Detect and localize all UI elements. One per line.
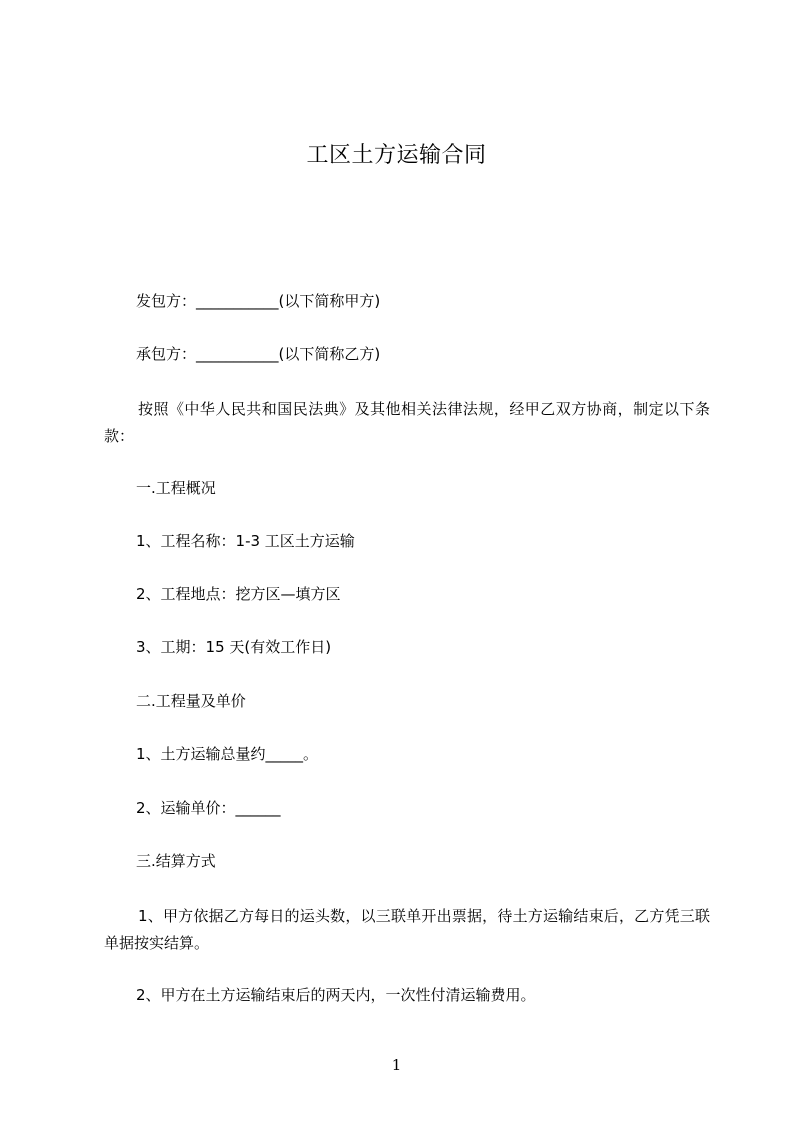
document-title: 工区土方运输合同 [306,143,487,168]
section-3-heading: 三.结算方式 [136,852,216,870]
section-2-item-1: 1、土方运输总量约_____。 [136,745,319,763]
page-number: 1 [391,1056,402,1074]
section-1-item-2: 2、工程地点：挖方区—填方区 [136,585,341,603]
section-1-heading: 一.工程概况 [136,479,216,497]
party-a-line: 发包方：___________(以下简称甲方) [136,292,381,310]
section-2-item-2: 2、运输单价：______ [136,799,281,817]
section-3-item-2: 2、甲方在土方运输结束后的两天内，一次性付清运输费用。 [136,986,536,1004]
section-2-heading: 二.工程量及单价 [136,692,246,710]
section-1-item-1: 1、工程名称：1-3 工区土方运输 [136,532,355,550]
party-b-line: 承包方：___________(以下简称乙方) [136,345,381,363]
section-1-item-3: 3、工期：15 天(有效工作日) [136,638,332,656]
section-3-item-1: 1、甲方依据乙方每日的运头数，以三联单开出票据，待土方运输结束后，乙方凭三联单据按实结算。 [104,907,710,952]
preamble-paragraph: 按照《中华人民共和国民法典》及其他相关法律法规，经甲乙双方协商，制定以下条款： [104,400,710,445]
